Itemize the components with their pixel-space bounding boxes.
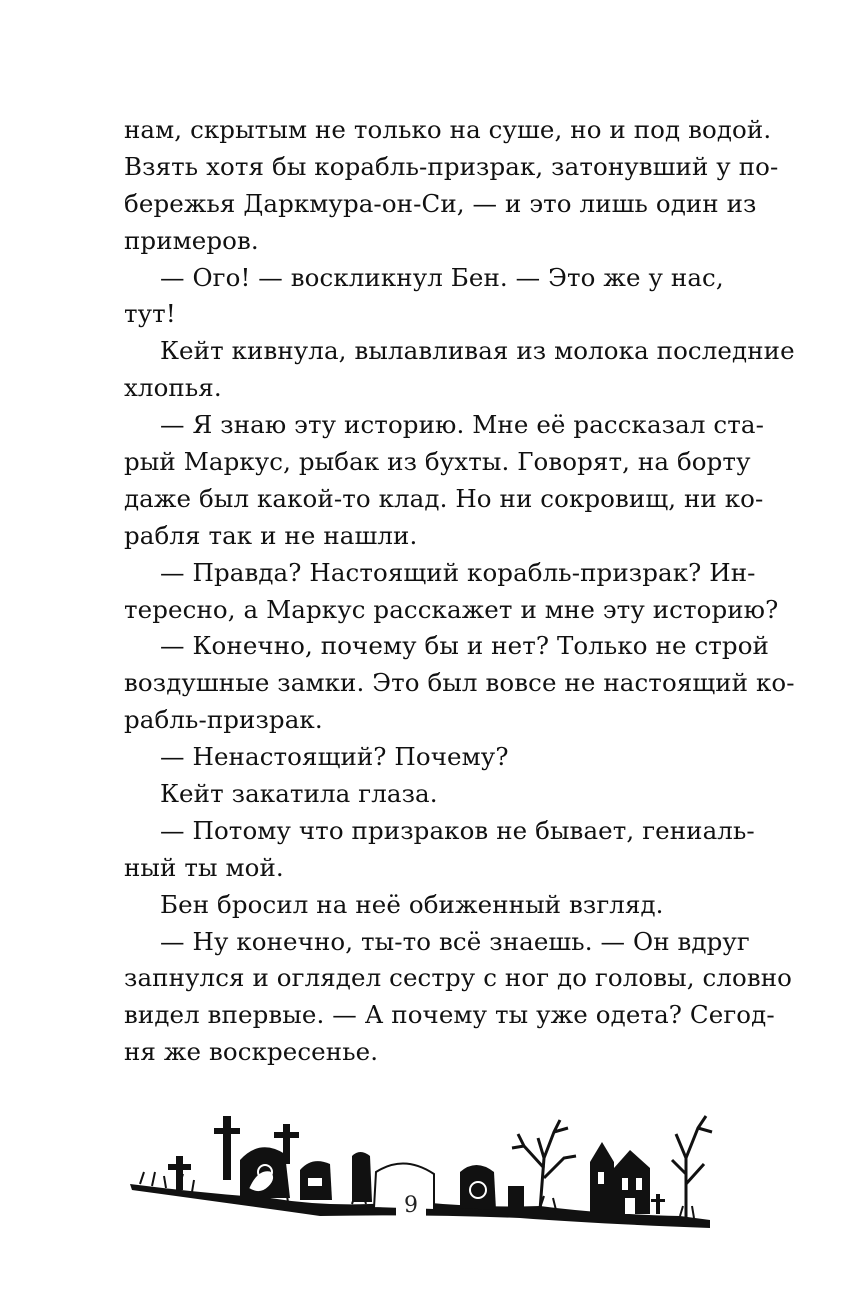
text-line: рабля так и не нашли. [124,520,418,550]
text-line: хлопья. [124,373,222,403]
text-line: — Правда? Настоящий корабль-призрак? Ин- [160,557,756,587]
text-line: — Я знаю эту историю. Мне её рассказал ста- [160,410,764,440]
page-number: 9 [396,1193,426,1219]
text-line: тут! [124,299,176,329]
text-line: рый Маркус, рыбак из бухты. Говорят, на борту [124,447,751,477]
text-line: Кейт закатила глаза. [160,779,438,809]
text-line: примеров. [124,225,259,255]
text-line: Бен бросил на неё обиженный взгляд. [160,889,664,919]
text-line: бережья Даркмура-он-Си, — и это лишь один из [124,188,757,218]
text-line: — Ненастоящий? Почему? [160,742,509,772]
text-line: рабль-призрак. [124,705,323,735]
text-line: даже был какой-то клад. Но ни сокровищ, ни ко- [124,483,764,513]
text-line: ный ты мой. [124,852,284,882]
text-line: — Ну конечно, ты-то всё знаешь. — Он вдруг [160,926,750,956]
page-text [124,112,795,1071]
text-line: — Ого! — воскликнул Бен. — Это же у нас, [160,262,724,292]
text-line: ня же воскресенье. [124,1037,379,1067]
text-line: нам, скрытым не только на суше, но и под водой. [124,115,772,144]
text-line: видел впервые. — А почему ты уже одета? Сегод- [124,1000,775,1030]
text-line: воздушные замки. Это был вовсе не настоящий ко- [124,668,795,698]
graveyard-illustration [120,1098,720,1246]
text-line: запнулся и оглядел сестру с ног до головы, словно [124,963,793,993]
text-line: — Конечно, почему бы и нет? Только не строй [160,631,769,661]
text-line: тересно, а Маркус расскажет и мне эту историю? [124,594,779,624]
text-line: — Потому что призраков не бывает, гениаль- [160,815,755,845]
text-line: Кейт кивнула, вылавливая из молока последние [160,336,795,366]
text-line: Взять хотя бы корабль-призрак, затонувший у по- [124,151,779,181]
